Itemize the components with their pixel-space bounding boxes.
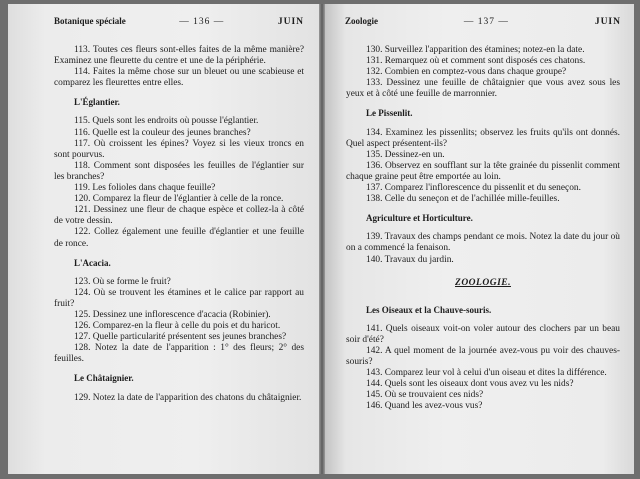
right-page-number: — 137 — bbox=[463, 17, 509, 27]
section-heading: L'Acacia. bbox=[74, 257, 111, 268]
right-page-header bbox=[345, 16, 621, 28]
question-item: 125. Dessinez une inflorescence d'acacia (Robinier). bbox=[74, 309, 271, 320]
left-page-header bbox=[54, 16, 304, 28]
spacer bbox=[54, 250, 304, 258]
question-item: 131. Remarquez où et comment sont disposés ces chatons. bbox=[366, 56, 586, 67]
question-item: 129. Notez la date de l'apparition des chatons du châtaignier. bbox=[74, 392, 302, 403]
right-page-body bbox=[346, 45, 620, 413]
question-item: 139. Travaux des champs pendant ce mois. Notez la date du jour où on a commencé la fenaison. bbox=[346, 232, 620, 254]
question-item: 116. Quelle est la couleur des jeunes branches? bbox=[74, 127, 251, 138]
spacer bbox=[54, 365, 304, 373]
question-item: 119. Les folioles dans chaque feuille? bbox=[74, 183, 216, 194]
spacer bbox=[54, 385, 304, 393]
section-heading: L'Églantier. bbox=[74, 97, 120, 108]
question-item: 135. Dessinez-en un. bbox=[366, 149, 445, 160]
spacer bbox=[346, 120, 620, 128]
question-item: 113. Toutes ces fleurs sont-elles faites de la même manière? Examinez une fleurette du centre et une de la périphérie. bbox=[54, 45, 304, 67]
question-item: 134. Examinez les pissenlits; observez les fruits qu'ils ont donnés. Quel aspect présentent-ils? bbox=[346, 127, 620, 149]
left-page bbox=[8, 4, 321, 474]
spacer bbox=[346, 289, 620, 297]
question-item: 127. Quelle particularité présentent ses jeunes branches? bbox=[74, 332, 287, 343]
question-item: 123. Où se forme le fruit? bbox=[74, 276, 171, 287]
section-heading: Le Châtaignier. bbox=[74, 373, 134, 384]
question-item: 145. Où se trouvaient ces nids? bbox=[366, 390, 484, 401]
left-page-body bbox=[54, 45, 304, 404]
spacer bbox=[346, 266, 620, 278]
question-item: 144. Quels sont les oiseaux dont vous avez vu les nids? bbox=[366, 379, 574, 390]
chapter-heading: ZOOLOGIE. bbox=[455, 277, 511, 288]
question-item: 115. Quels sont les endroits où pousse l'églantier. bbox=[74, 116, 259, 127]
book-gutter bbox=[319, 4, 325, 474]
question-item: 136. Observez en soufflant sur la tête grainée du pissenlit comment chaque graine peut être emportée au loin. bbox=[346, 160, 620, 182]
left-month: JUIN bbox=[277, 17, 304, 27]
question-item: 141. Quels oiseaux voit-on voler autour des clochers par un beau soir d'été? bbox=[346, 323, 620, 345]
question-item: 122. Collez également une feuille d'églantier et une feuille de ronce. bbox=[54, 227, 304, 249]
question-item: 142. A quel moment de la journée avez-vous pu voir des chauves-souris? bbox=[346, 345, 620, 368]
right-running-title: Zoologie bbox=[345, 16, 378, 26]
question-item: 120. Comparez la fleur de l'églantier à celle de la ronce. bbox=[74, 194, 284, 205]
question-item: 121. Dessinez une fleur de chaque espèce et collez-la à côté de votre dessin. bbox=[54, 205, 304, 227]
question-item: 146. Quand les avez-vous vus? bbox=[366, 401, 483, 412]
question-item: 114. Faites la même chose sur un bleuet ou une scabieuse et comparez les fleurettes entre elles. bbox=[54, 67, 304, 89]
spacer bbox=[54, 89, 304, 97]
spacer bbox=[346, 224, 620, 232]
right-month: JUIN bbox=[594, 17, 621, 27]
book-spread bbox=[8, 4, 634, 474]
question-item: 126. Comparez-en la fleur à celle du pois et du haricot. bbox=[74, 321, 281, 332]
spacer bbox=[346, 297, 620, 305]
section-heading: Le Pissenlit. bbox=[366, 108, 413, 119]
question-item: 128. Notez la date de l'apparition : 1° des fleurs; 2° des feuilles. bbox=[54, 343, 304, 365]
right-page bbox=[321, 4, 634, 474]
question-item: 133. Dessinez une feuille de châtaignier que vous avez sous les yeux et à côté une feuille de marronnier. bbox=[346, 78, 620, 100]
spacer bbox=[346, 100, 620, 108]
question-item: 124. Où se trouvent les étamines et le calice par rapport au fruit? bbox=[54, 287, 304, 309]
question-item: 132. Combien en comptez-vous dans chaque groupe? bbox=[366, 67, 567, 78]
question-item: 130. Surveillez l'apparition des étamines; notez-en la date. bbox=[366, 45, 585, 55]
spacer bbox=[54, 108, 304, 116]
question-item: 143. Comparez leur vol à celui d'un oiseau et dites la différence. bbox=[366, 368, 607, 379]
left-page-number: — 136 — bbox=[179, 17, 225, 27]
question-item: 137. Comparez l'inflorescence du pissenlit et du seneçon. bbox=[366, 183, 581, 194]
question-item: 138. Celle du seneçon et de l'achillée mille-feuilles. bbox=[366, 194, 560, 205]
left-running-title: Botanique spéciale bbox=[54, 16, 126, 26]
spacer bbox=[346, 205, 620, 213]
spacer bbox=[346, 316, 620, 324]
section-heading: Agriculture et Horticulture. bbox=[366, 213, 473, 224]
spacer bbox=[54, 269, 304, 277]
question-item: 117. Où croissent les épines? Voyez si les vieux troncs en sont pourvus. bbox=[54, 138, 304, 160]
question-item: 118. Comment sont disposées les feuilles de l'églantier sur les branches? bbox=[54, 160, 304, 182]
section-heading: Les Oiseaux et la Chauve-souris. bbox=[366, 304, 492, 315]
question-item: 140. Travaux du jardin. bbox=[366, 254, 454, 265]
